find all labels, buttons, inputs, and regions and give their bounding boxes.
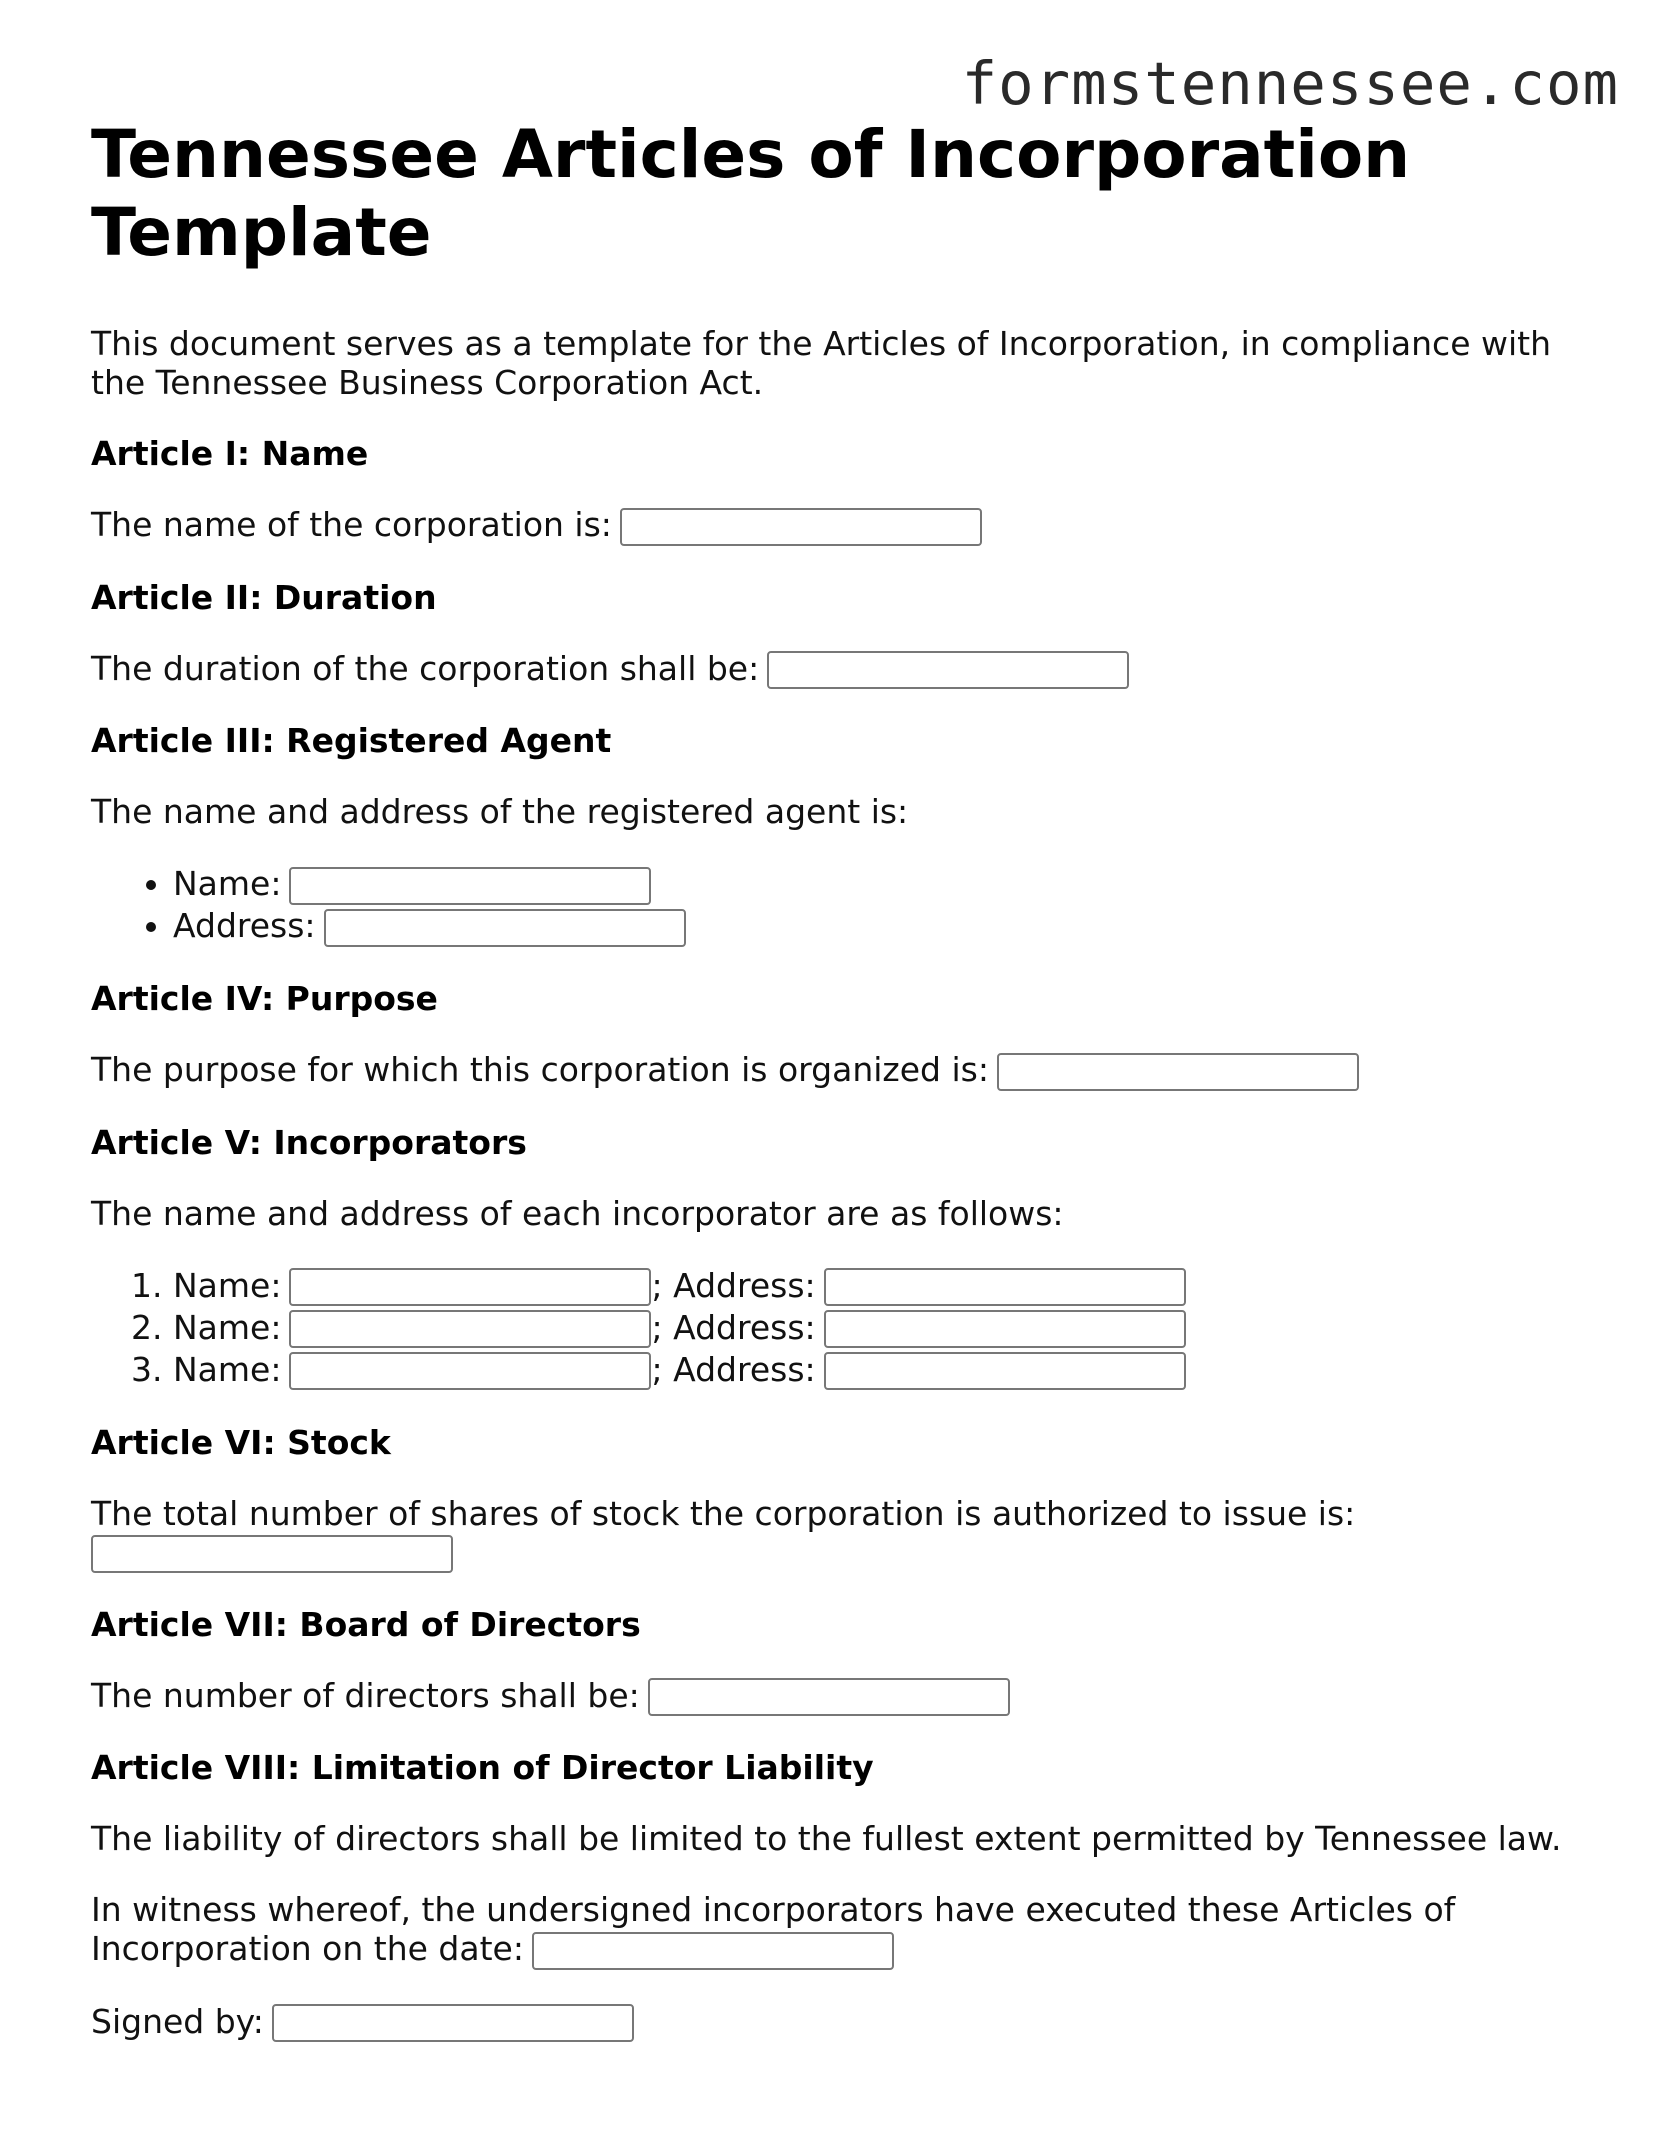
- incorporator-name-label: Name:: [173, 1265, 282, 1305]
- list-item: [173, 863, 1571, 905]
- page-title: Tennessee Articles of Incorporation Template: [91, 116, 1411, 271]
- agent-address-label: Address:: [173, 906, 316, 945]
- article-agent-heading: Article III: Registered Agent: [91, 721, 612, 760]
- article-board-heading: Article VII: Board of Directors: [91, 1604, 641, 1644]
- article-duration-text: The duration of the corporation shall be:: [91, 648, 760, 688]
- agent-name-field[interactable]: [289, 867, 651, 905]
- document-content: [91, 116, 1571, 2074]
- incorporator-3-name-field[interactable]: [289, 1352, 651, 1390]
- witness-text: In witness whereof, the undersigned incorporators have executed these Articles of Incorporation on the date:: [91, 1890, 1456, 1968]
- signature-paragraph: [91, 2002, 1571, 2043]
- intro-text: This document serves as a template for the Articles of Incorporation, in compliance with the Tennessee Business Corporation Act.: [91, 324, 1552, 402]
- article-board-text: The number of directors shall be:: [91, 1675, 640, 1715]
- article-purpose-text: The purpose for which this corporation is organized is:: [91, 1050, 989, 1089]
- shares-field[interactable]: [91, 1535, 453, 1573]
- list-item: [173, 905, 1571, 947]
- signature-field[interactable]: [272, 2004, 634, 2042]
- incorporator-2-name-field[interactable]: [289, 1310, 651, 1348]
- article-stock-paragraph: [91, 1494, 1571, 1573]
- incorporator-address-label: ; Address:: [651, 1349, 816, 1389]
- agent-name-label: Name:: [173, 864, 282, 903]
- directors-field[interactable]: [648, 1678, 1010, 1716]
- incorporator-address-label: ; Address:: [651, 1307, 816, 1347]
- article-name-paragraph: [91, 505, 1571, 546]
- article-agent-text: The name and address of the registered agent is:: [91, 792, 909, 831]
- witness-paragraph: [91, 1890, 1571, 1970]
- article-duration-paragraph: [91, 649, 1571, 690]
- article-duration-heading: Article II: Duration: [91, 577, 437, 617]
- article-purpose-heading: Article IV: Purpose: [91, 979, 438, 1018]
- incorporator-2-address-field[interactable]: [824, 1310, 1186, 1348]
- article-board-paragraph: [91, 1676, 1571, 1717]
- list-item: [173, 1349, 1571, 1391]
- duration-field[interactable]: [767, 651, 1129, 689]
- article-liability-text: The liability of directors shall be limited to the fullest extent permitted by Tennessee law.: [91, 1819, 1562, 1858]
- incorporators-list: [91, 1265, 1571, 1391]
- incorporator-name-label: Name:: [173, 1307, 282, 1347]
- purpose-field[interactable]: [997, 1053, 1359, 1091]
- signed-by-label: Signed by:: [91, 2001, 264, 2041]
- incorporator-1-address-field[interactable]: [824, 1268, 1186, 1306]
- incorporator-name-label: Name:: [173, 1349, 282, 1389]
- article-stock-heading: Article VI: Stock: [91, 1422, 391, 1462]
- agent-list: [91, 863, 1571, 947]
- date-field[interactable]: [532, 1932, 894, 1970]
- watermark: formstennessee.com: [961, 49, 1619, 118]
- list-item: [173, 1265, 1571, 1307]
- article-name-heading: Article I: Name: [91, 434, 369, 473]
- article-liability-heading: Article VIII: Limitation of Director Liability: [91, 1748, 874, 1787]
- article-purpose-paragraph: [91, 1050, 1571, 1091]
- incorporator-address-label: ; Address:: [651, 1265, 816, 1305]
- list-item: [173, 1307, 1571, 1349]
- article-incorporators-heading: Article V: Incorporators: [91, 1122, 527, 1162]
- article-name-text: The name of the corporation is:: [91, 505, 612, 544]
- agent-address-field[interactable]: [324, 909, 686, 947]
- incorporator-3-address-field[interactable]: [824, 1352, 1186, 1390]
- corporation-name-field[interactable]: [620, 508, 982, 546]
- incorporator-1-name-field[interactable]: [289, 1268, 651, 1306]
- article-incorporators-text: The name and address of each incorporator are as follows:: [91, 1193, 1064, 1233]
- article-stock-text: The total number of shares of stock the corporation is authorized to issue is:: [91, 1493, 1356, 1533]
